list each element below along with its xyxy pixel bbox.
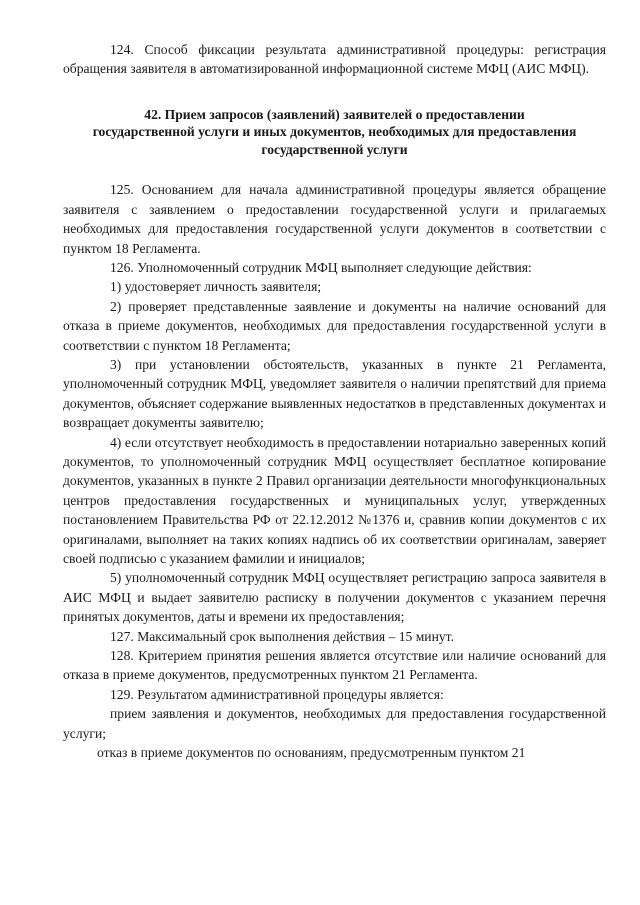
section-heading: [63, 106, 606, 159]
list-item-4: 4) если отсутствует необходимость в предоставлении нотариально заверенных копий документов, то уполномоченный сотрудник МФЦ осуществляет бесплатное копирование документов, указанных в пункте 2 Правил организации деятельности многофункциональных центров предоставления государственных и муниципальных услуг, утвержденных постановлением Правительства РФ от 22.12.2012 №1376 и, сравнив копии документов с их оригиналами, выполняет на таких копиях надпись об их соответствии оригиналам, заверяет своей подписью с указанием фамилии и инициалов;: [63, 434, 606, 567]
result-item-accept: прием заявления и документов, необходимых для предоставления государственной услуги;: [63, 706, 606, 741]
paragraph-126: 126. Уполномоченный сотрудник МФЦ выполняет следующие действия:: [110, 259, 532, 275]
paragraph-128: 128. Критерием принятия решения является отсутствие или наличие оснований для отказа в приеме документов, предусмотренных пунктом 21 Регламента.: [63, 648, 606, 683]
heading-line-3: государственной услуги: [261, 141, 408, 157]
heading-line-1: 42. Прием запросов (заявлений) заявителей о предоставлении: [144, 106, 525, 122]
list-item-5: 5) уполномоченный сотрудник МФЦ осуществляет регистрацию запроса заявителя в АИС МФЦ и выдает заявителю расписку в получении документов с указанием перечня принятых документов, даты и времени их предоставления;: [63, 570, 606, 625]
heading-line-2: государственной услуги и иных документов, необходимых для предоставления: [92, 124, 577, 140]
list-item-3: 3) при установлении обстоятельств, указанных в пункте 21 Регламента, уполномоченный сотрудник МФЦ, уведомляет заявителя о наличии препятствий для приема документов, объясняет содержание выявленных недостатков в представленных документах и возвращает документы заявителю;: [63, 356, 606, 431]
list-item-1: 1) удостоверяет личность заявителя;: [110, 279, 322, 295]
paragraph-127: 127. Максимальный срок выполнения действия – 15 минут.: [110, 628, 454, 644]
list-item-2: 2) проверяет представленные заявление и документы на наличие оснований для отказа в приеме документов, необходимых для предоставления государственной услуги в соответствии с пунктом 18 Регламента;: [63, 298, 606, 353]
paragraph-124: 124. Способ фиксации результата административной процедуры: регистрация обращения заявителя в автоматизированной информационной системе МФЦ (АИС МФЦ).: [63, 42, 606, 77]
paragraph-125: 125. Основанием для начала административной процедуры является обращение заявителя с заявлением о предоставлении государственной услуги и прилагаемых необходимых для предоставления государственной услуги документов в соответствии с пунктом 18 Регламента.: [63, 182, 606, 256]
paragraph-129: 129. Результатом административной процедуры является:: [110, 686, 444, 702]
result-item-refuse: отказ в приеме документов по основаниям, предусмотренным пунктом 21: [97, 745, 526, 761]
